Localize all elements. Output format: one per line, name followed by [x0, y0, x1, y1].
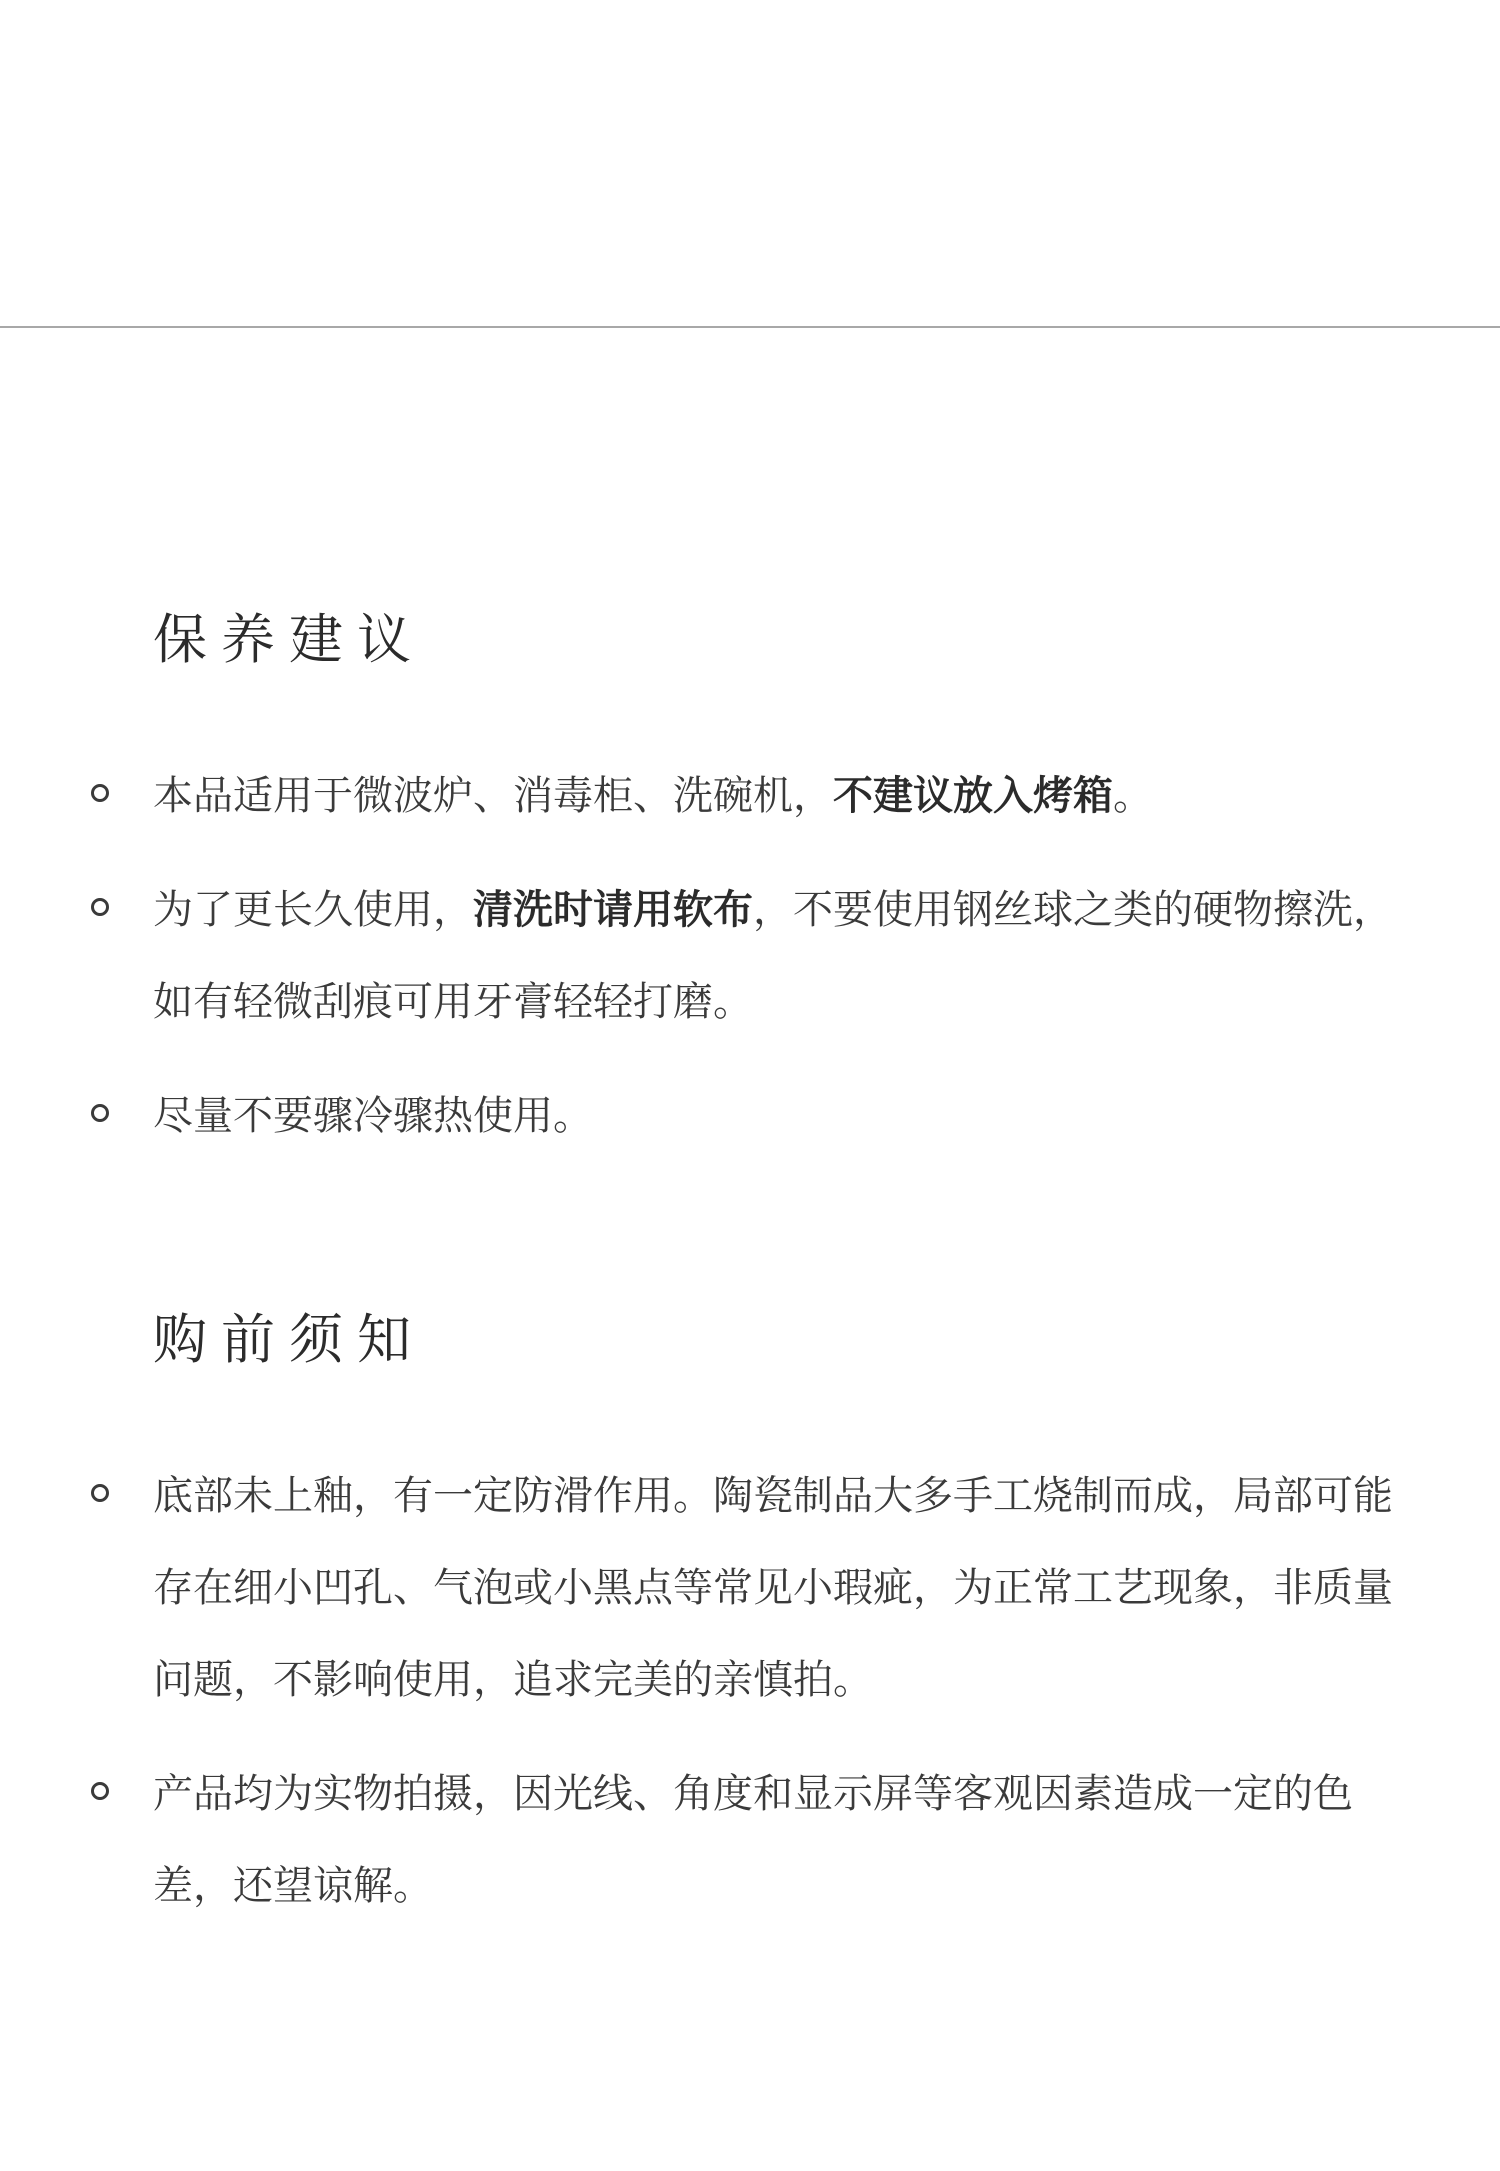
- notice-item-glaze: [0, 1450, 1413, 1726]
- care-item-text: 为了更长久使用，: [153, 887, 473, 933]
- circle-bullet-icon: [91, 784, 109, 802]
- care-item-text: 本品适用于微波炉、消毒柜、洗碗机，: [153, 773, 833, 819]
- circle-bullet-icon: [91, 898, 109, 916]
- care-item-text: 尽量不要骤冷骤热使用。: [153, 1093, 593, 1139]
- care-item-temperature: [0, 1070, 1413, 1162]
- circle-bullet-icon: [91, 1104, 109, 1122]
- care-title: 保养建议: [153, 608, 425, 671]
- care-item-tail: 。: [1113, 773, 1153, 819]
- circle-bullet-icon: [91, 1782, 109, 1800]
- care-item-bold: 不建议放入烤箱: [833, 773, 1113, 819]
- top-divider: [0, 326, 1500, 328]
- notice-item-text: 产品均为实物拍摄，因光线、角度和显示屏等客观因素造成一定的色差，还望谅解。: [153, 1771, 1353, 1909]
- circle-bullet-icon: [91, 1484, 109, 1502]
- notice-item-text: 底部未上釉，有一定防滑作用。陶瓷制品大多手工烧制而成，局部可能存在细小凹孔、气泡或小黑点等常见小瑕疵，为正常工艺现象，非质量问题，不影响使用，追求完美的亲慎拍。: [153, 1473, 1393, 1703]
- care-item-microwave: [0, 750, 1413, 842]
- notice-list: [0, 1450, 1500, 1954]
- care-list: [0, 750, 1500, 1184]
- care-item-bold: 清洗时请用软布: [473, 887, 753, 933]
- notice-item-color: [0, 1748, 1413, 1932]
- care-item-cleaning: [0, 864, 1413, 1048]
- notice-title: 购前须知: [153, 1308, 425, 1371]
- care-item-tail: ，不要使用钢丝球之类的硬物擦洗，如有轻微刮痕可用牙膏轻轻打磨。: [153, 887, 1393, 1025]
